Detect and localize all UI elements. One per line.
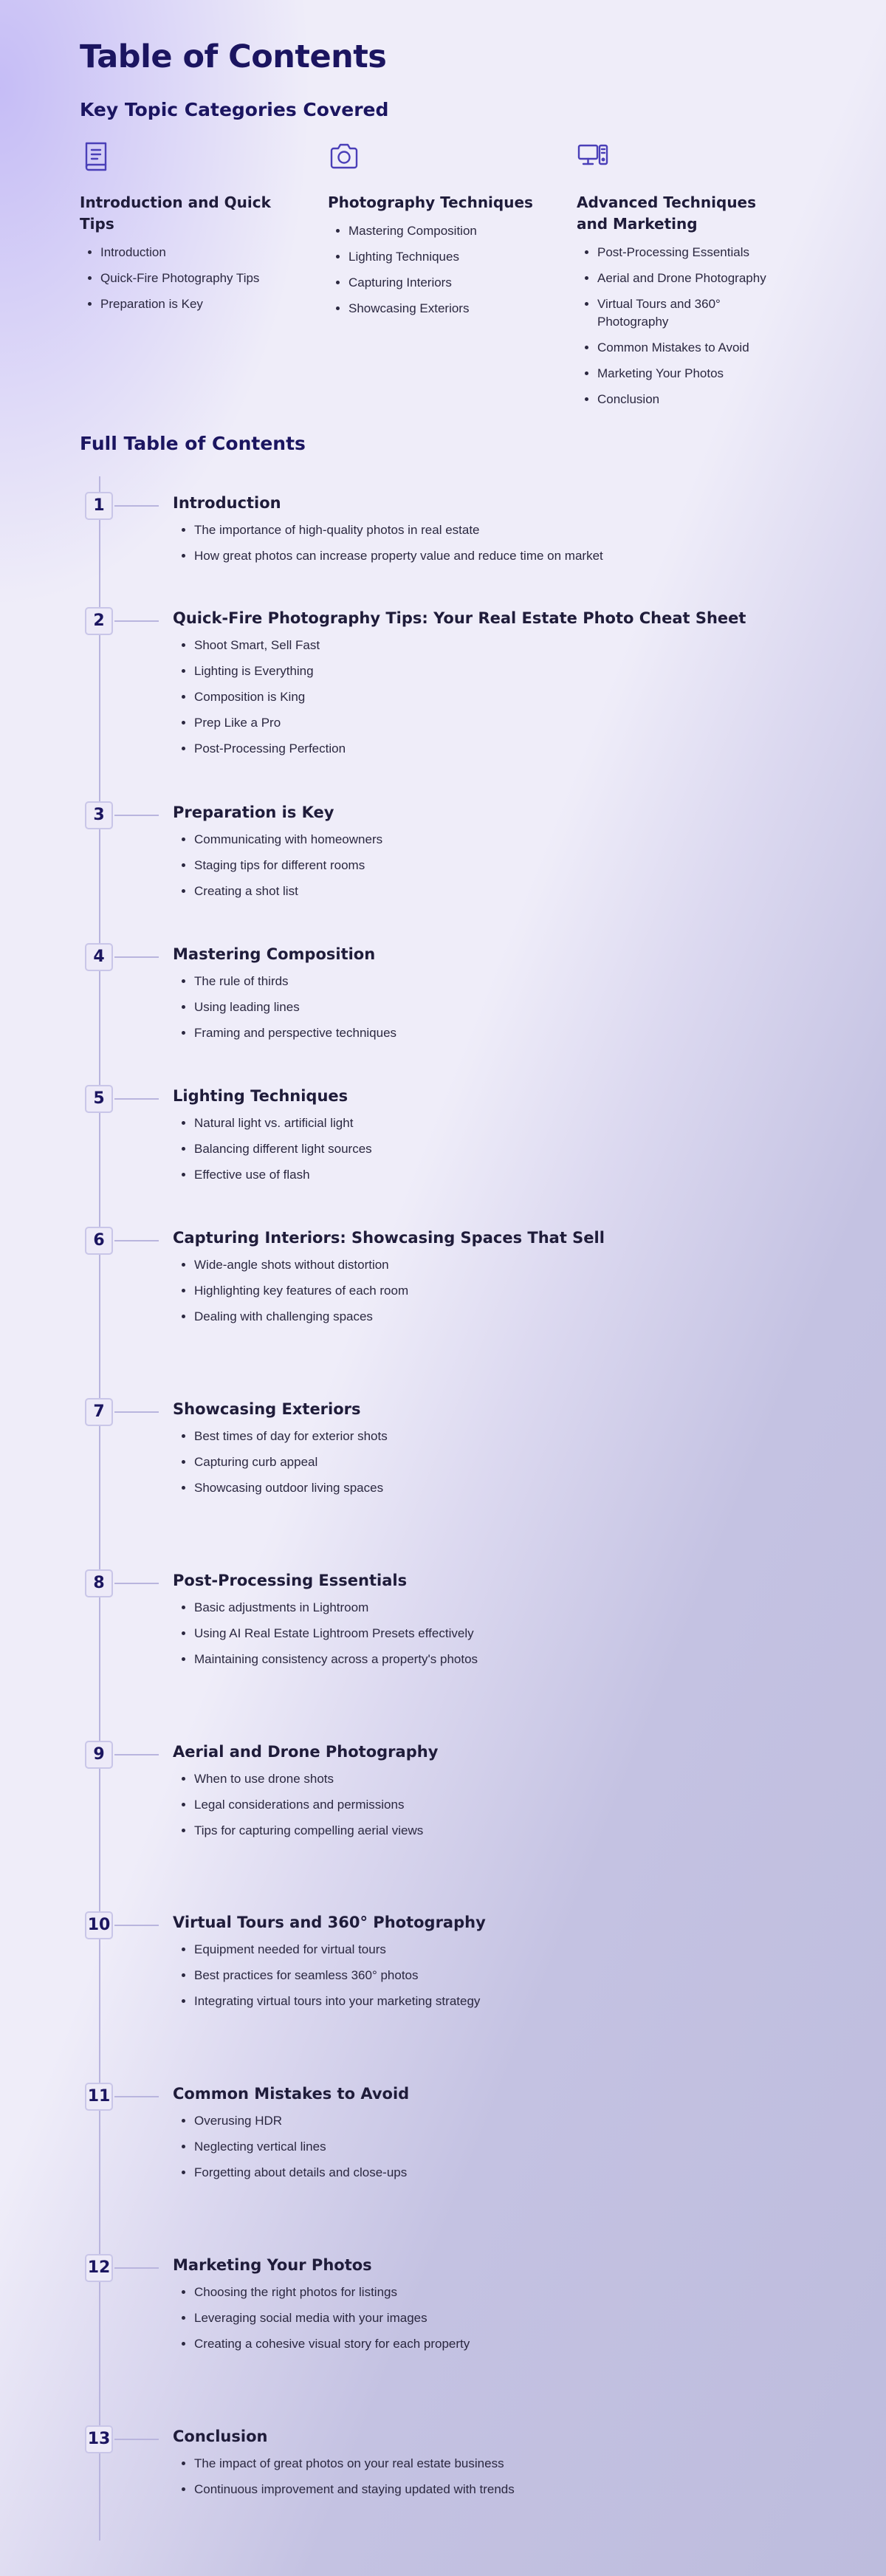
list-item: • Balancing different light sources: [194, 1140, 785, 1158]
timeline-line: [99, 476, 100, 2541]
category-title: Photography Techniques: [328, 193, 533, 211]
connector-line: [114, 956, 159, 958]
page-title: Table of Contents: [80, 38, 387, 75]
list-item: • Creating a cohesive visual story for each property: [194, 2335, 785, 2353]
list-item: • Continuous improvement and staying updated with trends: [194, 2481, 785, 2498]
entry-number-badge: 4: [85, 943, 113, 971]
list-item: • Overusing HDR: [194, 2112, 785, 2130]
entry-title: Mastering Composition: [173, 945, 376, 963]
list-item: • Staging tips for different rooms: [194, 857, 785, 874]
list-item: • Creating a shot list: [194, 883, 785, 900]
entry-title: Virtual Tours and 360° Photography: [173, 1914, 486, 1931]
entry-number-badge: 1: [85, 492, 113, 520]
list-item: • Conclusion: [597, 391, 791, 408]
entry-list: [173, 1941, 785, 2018]
list-item: • The importance of high-quality photos in real estate: [194, 521, 785, 539]
list-item: • Using leading lines: [194, 998, 785, 1016]
list-item: • Effective use of flash: [194, 1166, 785, 1184]
entry-title: Introduction: [173, 494, 281, 512]
entry-list: [173, 1114, 785, 1192]
list-item: • Using AI Real Estate Lightroom Presets effectively: [194, 1625, 785, 1642]
category-title: Advanced Techniques and Marketing: [577, 193, 757, 233]
list-item: • Showcasing Exteriors: [348, 300, 542, 318]
list-item: • The rule of thirds: [194, 973, 785, 990]
connector-line: [114, 505, 159, 507]
connector-line: [114, 2096, 159, 2097]
entry-list: [173, 1428, 785, 1505]
list-item: • Best practices for seamless 360° photos: [194, 1967, 785, 1984]
list-item: • Highlighting key features of each room: [194, 1282, 785, 1300]
entry-title: Showcasing Exteriors: [173, 1400, 361, 1418]
list-item: • Leveraging social media with your images: [194, 2309, 785, 2327]
entry-number-badge: 2: [85, 607, 113, 635]
entry-number-badge: 8: [85, 1569, 113, 1597]
list-item: • Introduction: [100, 244, 294, 261]
entry-list: [173, 521, 785, 573]
list-item: • Tips for capturing compelling aerial views: [194, 1822, 785, 1840]
list-item: • The impact of great photos on your real estate business: [194, 2455, 785, 2473]
connector-line: [114, 1754, 159, 1755]
list-item: • Maintaining consistency across a property's photos: [194, 1651, 785, 1668]
list-item: • Prep Like a Pro: [194, 714, 785, 732]
entry-title: Marketing Your Photos: [173, 2256, 372, 2274]
entry-list: [173, 1256, 785, 1334]
entry-title: Quick-Fire Photography Tips: Your Real Estate Photo Cheat Sheet: [173, 609, 746, 627]
list-item: • Aerial and Drone Photography: [597, 270, 791, 287]
list-item: • Composition is King: [194, 688, 785, 706]
entry-number-badge: 3: [85, 801, 113, 829]
list-item: • Dealing with challenging spaces: [194, 1308, 785, 1326]
list-item: • Quick-Fire Photography Tips: [100, 270, 294, 287]
list-item: • Wide-angle shots without distortion: [194, 1256, 785, 1274]
category-intro: [80, 140, 294, 321]
entry-list: [173, 2284, 785, 2361]
list-item: • Capturing curb appeal: [194, 1453, 785, 1471]
list-item: • When to use drone shots: [194, 1770, 785, 1788]
category-list: [328, 222, 542, 318]
list-item: • Choosing the right photos for listings: [194, 2284, 785, 2301]
connector-line: [114, 1583, 159, 1584]
entry-number-badge: 13: [85, 2425, 113, 2453]
connector-line: [114, 1411, 159, 1413]
connector-line: [114, 1098, 159, 1100]
list-item: • Communicating with homeowners: [194, 831, 785, 849]
camera-icon: [328, 140, 542, 173]
list-item: • Post-Processing Perfection: [194, 740, 785, 758]
list-item: • Preparation is Key: [100, 295, 294, 313]
category-list: [80, 244, 294, 313]
entry-title: Aerial and Drone Photography: [173, 1743, 439, 1761]
list-item: • Post-Processing Essentials: [597, 244, 791, 261]
list-item: • Best times of day for exterior shots: [194, 1428, 785, 1445]
devices-icon: [577, 140, 791, 173]
entry-title: Common Mistakes to Avoid: [173, 2085, 410, 2103]
connector-line: [114, 1240, 159, 1241]
list-item: • Lighting Techniques: [348, 248, 542, 266]
entry-number-badge: 5: [85, 1085, 113, 1113]
connector-line: [114, 2439, 159, 2440]
categories-heading: Key Topic Categories Covered: [80, 99, 389, 120]
list-item: • Forgetting about details and close-ups: [194, 2164, 785, 2182]
entry-title: Conclusion: [173, 2428, 268, 2445]
list-item: • Lighting is Everything: [194, 662, 785, 680]
list-item: • Marketing Your Photos: [597, 365, 791, 383]
list-item: • Shoot Smart, Sell Fast: [194, 637, 785, 654]
entry-number-badge: 6: [85, 1227, 113, 1255]
entry-title: Capturing Interiors: Showcasing Spaces That Sell: [173, 1229, 605, 1247]
list-item: • Virtual Tours and 360° Photography: [597, 295, 791, 331]
connector-line: [114, 620, 159, 622]
connector-line: [114, 815, 159, 816]
entry-title: Preparation is Key: [173, 804, 334, 821]
entry-list: [173, 973, 785, 1050]
list-item: • Neglecting vertical lines: [194, 2138, 785, 2156]
entry-title: Post-Processing Essentials: [173, 1572, 408, 1589]
category-title: Introduction and Quick Tips: [80, 193, 271, 233]
connector-line: [114, 1925, 159, 1926]
list-item: • Capturing Interiors: [348, 274, 542, 292]
entry-title: Lighting Techniques: [173, 1087, 348, 1105]
entry-number-badge: 9: [85, 1741, 113, 1769]
list-item: • Legal considerations and permissions: [194, 1796, 785, 1814]
category-list: [577, 244, 791, 408]
entry-number-badge: 11: [85, 2083, 113, 2111]
entry-list: [173, 2112, 785, 2190]
list-item: • Common Mistakes to Avoid: [597, 339, 791, 357]
connector-line: [114, 2267, 159, 2269]
entry-list: [173, 637, 785, 766]
entry-list: [173, 1770, 785, 1848]
book-icon: [80, 140, 294, 173]
entry-list: [173, 1599, 785, 1676]
list-item: • How great photos can increase property value and reduce time on market: [194, 547, 785, 565]
entry-list: [173, 2455, 785, 2507]
list-item: • Equipment needed for virtual tours: [194, 1941, 785, 1959]
list-item: • Basic adjustments in Lightroom: [194, 1599, 785, 1617]
full-toc-heading: Full Table of Contents: [80, 433, 306, 454]
entry-number-badge: 7: [85, 1398, 113, 1426]
entry-number-badge: 12: [85, 2254, 113, 2282]
category-techniques: [328, 140, 542, 326]
list-item: • Integrating virtual tours into your marketing strategy: [194, 1993, 785, 2010]
entry-number-badge: 10: [85, 1911, 113, 1939]
list-item: • Natural light vs. artificial light: [194, 1114, 785, 1132]
entry-list: [173, 831, 785, 908]
list-item: • Showcasing outdoor living spaces: [194, 1479, 785, 1497]
list-item: • Mastering Composition: [348, 222, 542, 240]
list-item: • Framing and perspective techniques: [194, 1024, 785, 1042]
category-advanced: [577, 140, 791, 417]
